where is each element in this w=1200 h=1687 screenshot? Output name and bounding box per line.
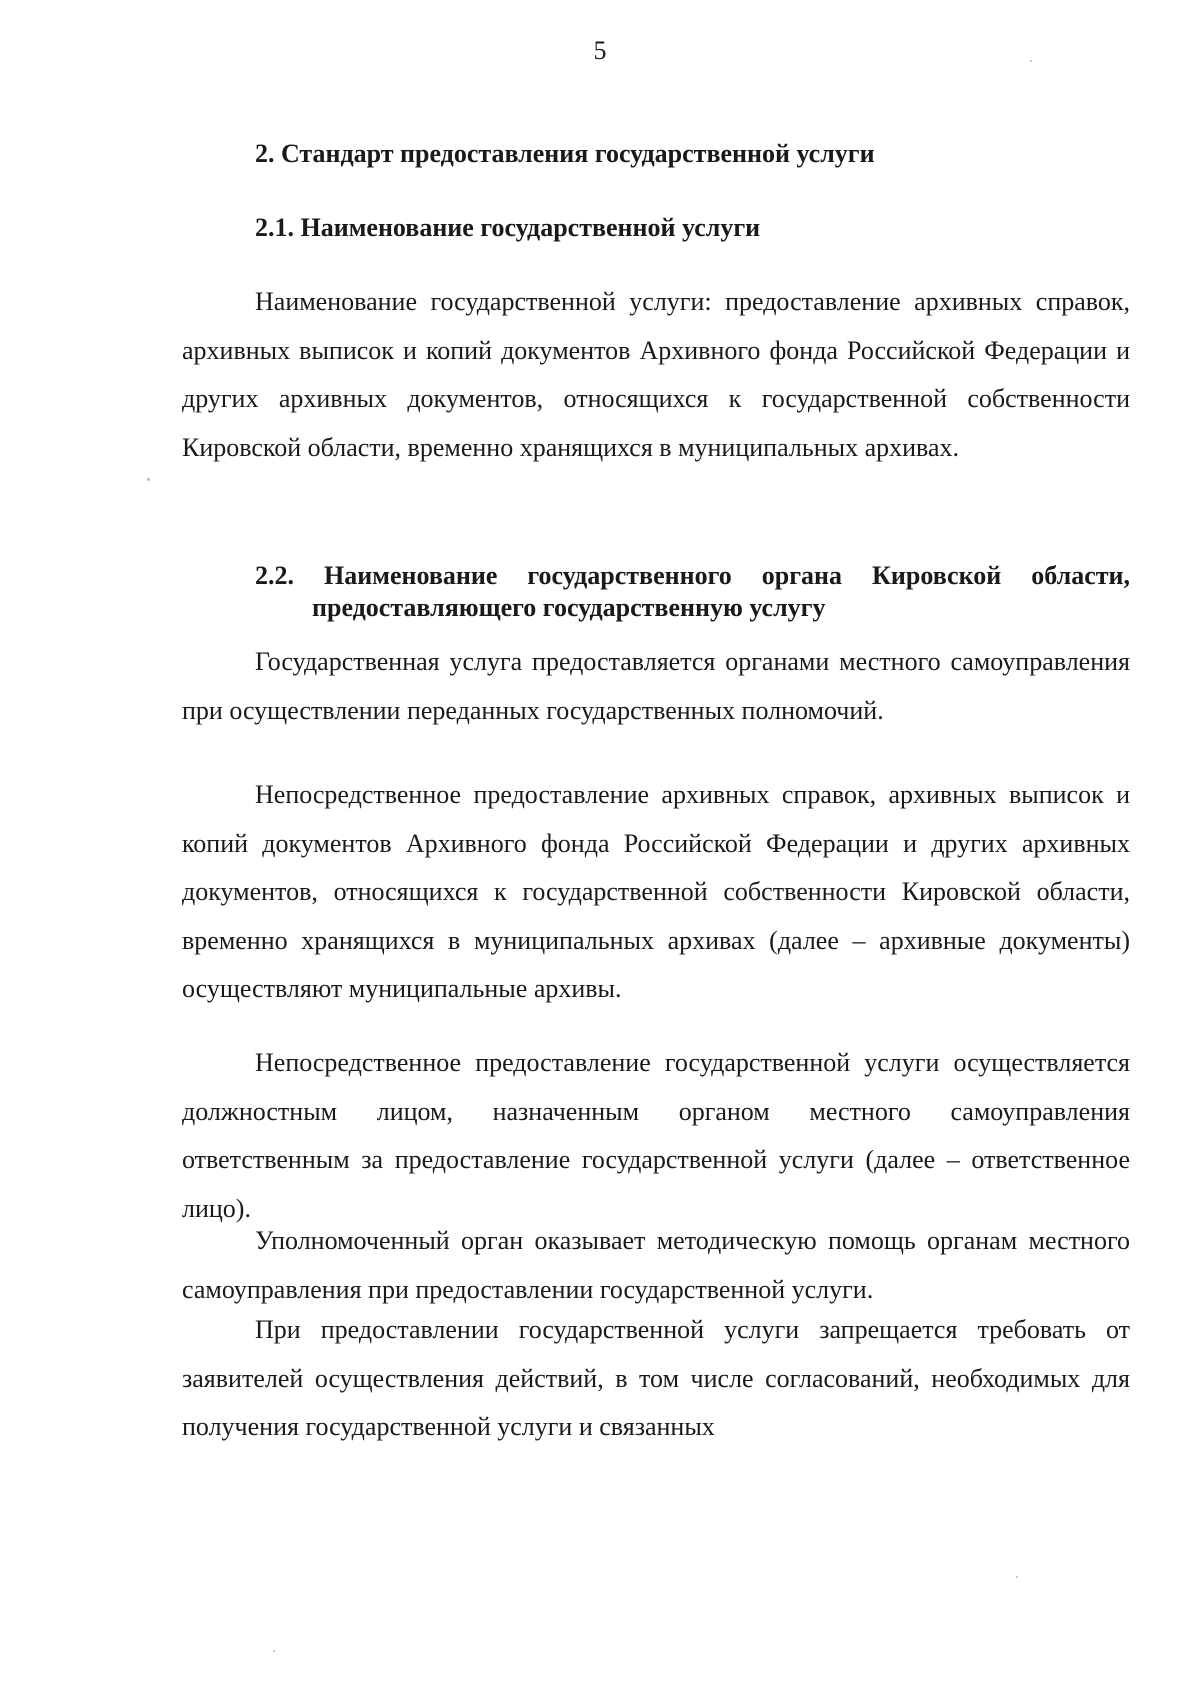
scan-speck xyxy=(147,478,150,481)
paragraph-4: Уполномоченный орган оказывает методическую помощь органам местного самоуправления при предоставлении государственной услуги. xyxy=(182,1226,1130,1304)
subsection-2-2-title-line2: предоставляющего государственную услугу xyxy=(312,593,826,622)
paragraph-2: Непосредственное предоставление архивных справок, архивных выписок и копий документов Архивного фонда Российской Федерации и других архивных документов, относящихся к государственной собственности Кировской области, временно хранящихся в муниципальных архивах (далее – архивные документы) осуществляют муниципальные архивы. xyxy=(182,780,1130,1003)
subsection-2-1-paragraph: Наименование государственной услуги: предоставление архивных справок, архивных выписок и копий документов Архивного фонда Российской Федерации и других архивных документов, относящихся к государственной собственности Кировской области, временно хранящихся в муниципальных архивах. xyxy=(182,287,1130,462)
subsection-2-2-title-line1: 2.2. Наименование государственного органа Кировской области, xyxy=(255,561,1130,590)
scan-speck xyxy=(1016,1576,1018,1578)
subsection-2-2-title xyxy=(255,560,1130,624)
scan-speck xyxy=(273,1650,275,1652)
paragraph-3: Непосредственное предоставление государственной услуги осуществляется должностным лицом, назначенным органом местного самоуправления ответственным за предоставление государственной услуги (далее – ответственное лицо). xyxy=(182,1048,1130,1223)
paragraph-1: Государственная услуга предоставляется органами местного самоуправления при осуществлении переданных государственных полномочий. xyxy=(182,647,1130,725)
page-number: 5 xyxy=(593,36,607,65)
subsection-2-1-title: 2.1. Наименование государственной услуги xyxy=(255,213,761,242)
scan-speck xyxy=(1030,60,1032,62)
paragraph-5: При предоставлении государственной услуги запрещается требовать от заявителей осуществления действий, в том числе согласований, необходимых для получения государственной услуги и связанных xyxy=(182,1315,1130,1441)
section-title: 2. Стандарт предоставления государственной услуги xyxy=(255,139,875,168)
